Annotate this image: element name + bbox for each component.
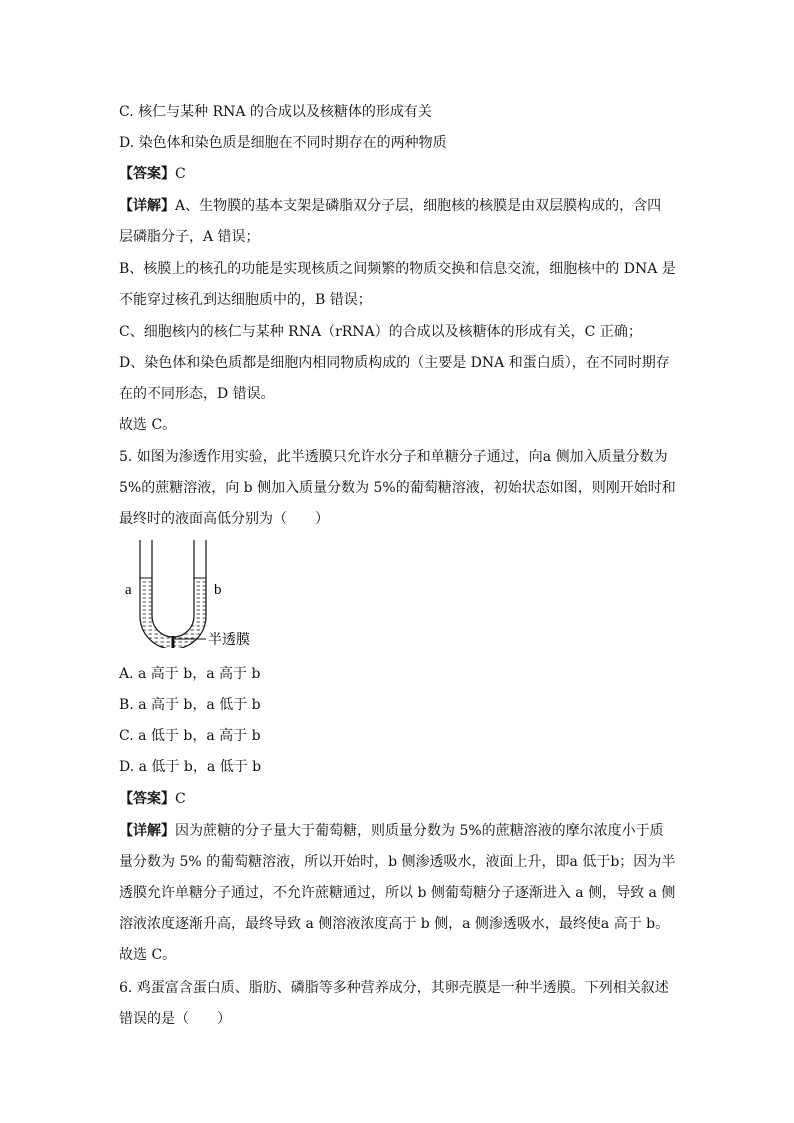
q4-conclusion: 故选 C。 [119,417,177,433]
q4-option-d: D. 染色体和染色质是细胞在不同时期存在的两种物质 [119,135,447,151]
label-membrane: 半透膜 [208,632,250,648]
explain-text: 因为蔗糖的分子量大于葡萄糖，则质量分数为 5%的蔗糖溶液的摩尔浓度小于质 [175,823,664,839]
q4-explain-line2: 层磷脂分子，A 错误； [119,229,260,245]
u-tube-diagram [118,536,268,648]
q6-stem-line1: 6. 鸡蛋富含蛋白质、脂肪、磷脂等多种营养成分，其卵壳膜是一种半透膜。下列相关叙述 [119,980,669,996]
label-b: b [214,582,222,598]
explain-label: 【详解】 [119,198,175,214]
explain-label: 【详解】 [119,823,175,839]
q5-option-a: A. a 高于 b，a 高于 b [119,666,261,682]
q5-explain-line1 [119,821,664,841]
tube-inner-wall [152,540,194,637]
membrane-mark [172,636,175,648]
q4-explain-line7: 在的不同形态，D 错误。 [119,386,275,402]
q4-explain-line3: B、核膜上的核孔的功能是实现核质之间频繁的物质交换和信息交流，细胞核中的 DNA 是 [119,261,676,277]
q4-option-c: C. 核仁与某种 RNA 的合成以及核糖体的形成有关 [119,104,432,120]
answer-value: C [175,791,186,807]
q4-answer [119,164,186,184]
q4-explain-line6: D、染色体和染色质都是细胞内相同物质构成的（主要是 DNA 和蛋白质），在不同时期存 [119,355,670,371]
label-a: a [125,582,132,598]
answer-value: C [175,166,186,182]
q5-stem-line1: 5. 如图为渗透作用实验，此半透膜只允许水分子和单糖分子通过，向a 侧加入质量分数为 [119,449,668,465]
q5-option-d: D. a 低于 b，a 低于 b [119,759,262,775]
q4-explain-line4: 不能穿过核孔到达细胞质中的，B 错误； [119,292,372,308]
q5-option-b: B. a 高于 b，a 低于 b [119,697,261,713]
q6-stem-line2: 错误的是（ ） [119,1011,231,1027]
q5-explain-line3: 透膜允许单糖分子通过，不允许蔗糖通过，所以 b 侧葡萄糖分子逐渐进入 a 侧，导致 a 侧 [119,885,676,901]
q5-stem-line2: 5%的蔗糖溶液，向 b 侧加入质量分数为 5%的葡萄糖溶液，初始状态如图，则刚开始时和 [119,480,676,496]
answer-label: 【答案】 [119,166,175,182]
q5-explain-line4: 溶液浓度逐渐升高，最终导致 a 侧溶液浓度高于 b 侧，a 侧渗透吸水，最终使a 高于 b。 [119,916,670,932]
q5-conclusion: 故选 C。 [119,947,177,963]
q5-option-c: C. a 低于 b，a 高于 b [119,728,261,744]
q5-stem-line3: 最终时的液面高低分别为（ ） [119,511,329,527]
q5-answer [119,789,186,809]
answer-label: 【答案】 [119,791,175,807]
q4-explain-line5: C、细胞核内的核仁与某种 RNA（rRNA）的合成以及核糖体的形成有关，C 正确； [119,324,642,340]
explain-text: A、生物膜的基本支架是磷脂双分子层，细胞核的核膜是由双层膜构成的，含四 [175,198,662,214]
q4-explain-line1 [119,196,661,216]
q5-explain-line2: 量分数为 5% 的葡萄糖溶液，所以开始时，b 侧渗透吸水，液面上升，即a 低于b；因为半 [119,854,676,870]
